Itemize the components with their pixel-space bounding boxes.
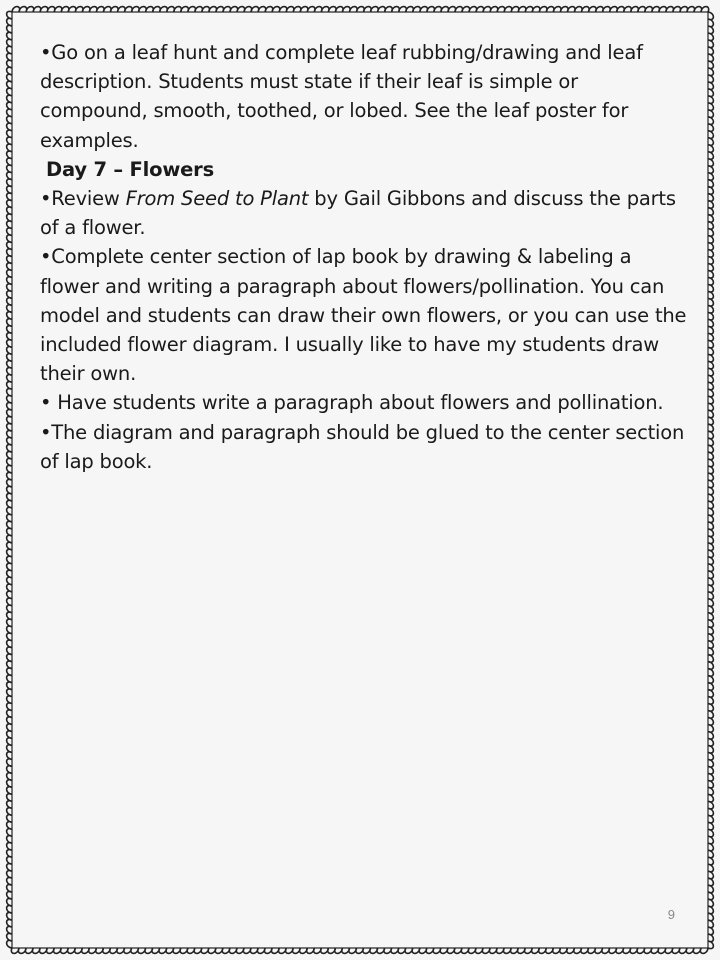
review-prefix: •Review bbox=[40, 187, 126, 211]
border-edge-right bbox=[708, 12, 713, 949]
center-section-paragraph: •Complete center section of lap book by drawing & labeling a flower and writing a paragraph about flowers/pollination. You can model and students can draw their own flowers, or you can use the included flower diagram. I usually like to have my students draw their own. bbox=[40, 245, 687, 386]
border-edge-left bbox=[7, 11, 12, 948]
lesson-content bbox=[40, 38, 690, 476]
border-edge-top bbox=[12, 7, 709, 12]
review-suffix: by Gail Gibbons and discuss the parts of a flower. bbox=[40, 187, 676, 240]
leaf-hunt-paragraph: •Go on a leaf hunt and complete leaf rubbing/drawing and leaf description. Students must state if their leaf is simple or compound, smooth, toothed, or lobed. See the leaf poster for examples. bbox=[40, 41, 643, 152]
glue-instruction: •The diagram and paragraph should be glued to the center section of lap book. bbox=[40, 420, 685, 473]
day-7-heading: Day 7 – Flowers bbox=[46, 157, 215, 181]
page-number: 9 bbox=[667, 907, 675, 922]
border-edge-bottom bbox=[11, 948, 708, 953]
write-paragraph-instruction: • Have students write a paragraph about flowers and pollination. bbox=[40, 391, 664, 415]
book-title: From Seed to Plant bbox=[125, 187, 309, 211]
review-paragraph bbox=[40, 184, 690, 242]
